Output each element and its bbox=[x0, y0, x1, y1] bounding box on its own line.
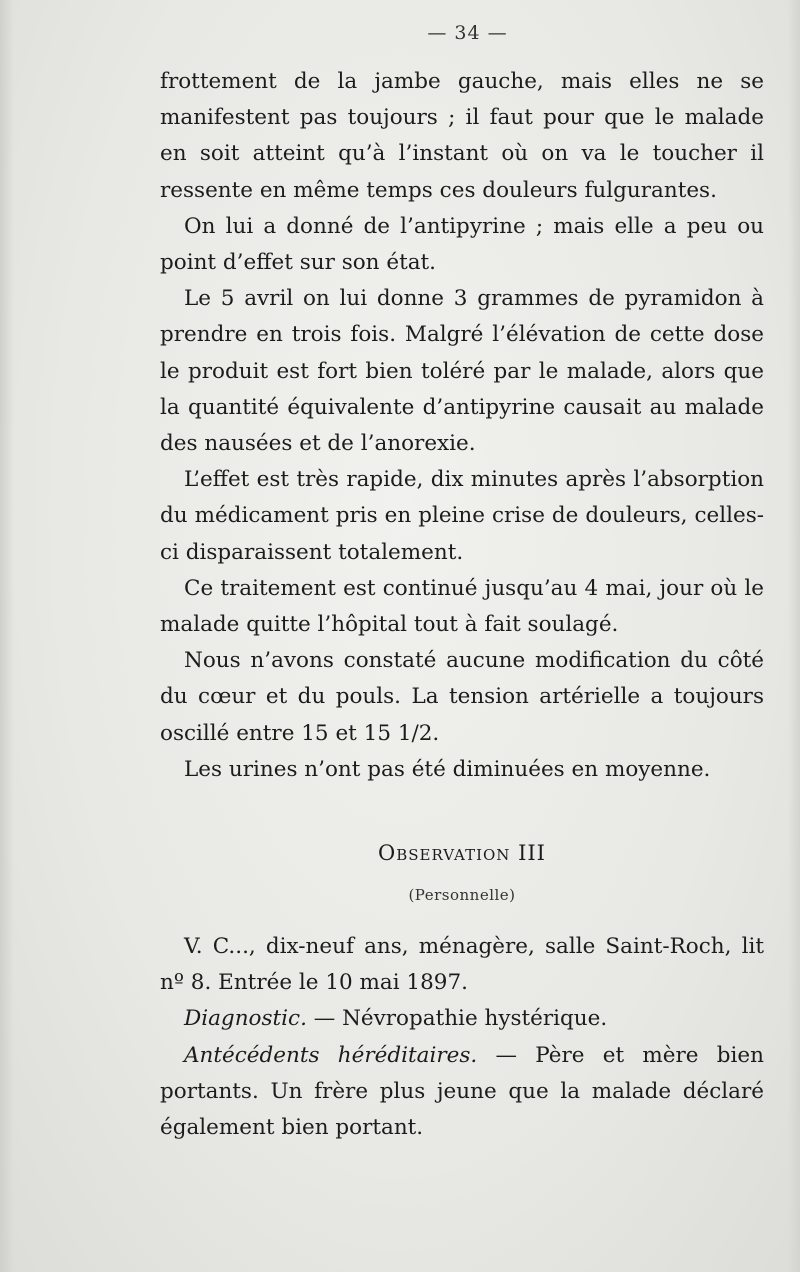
paragraph-2: On lui a donné de l’antipyrine ; mais elle a peu ou point d’effet sur son état. bbox=[160, 213, 764, 276]
observation-title: Observation III bbox=[378, 841, 546, 865]
page-number: — 34 — bbox=[427, 22, 508, 44]
paragraph-1: frottement de la jambe gauche, mais elles ne se manifestent pas toujours ; il faut pour que le malade en soit atteint qu’à l’instant où on va le toucher il ressente en même temps ces douleurs fulgurantes. bbox=[160, 69, 764, 203]
paragraph-5: Ce traitement est continué jusqu’au 4 mai, jour où le malade quitte l’hôpital tout à fait soulagé. bbox=[160, 575, 764, 638]
antecedents-text: — Père et mère bien portants. Un frère plus jeune que la malade déclaré également bien portant. bbox=[160, 1042, 764, 1141]
diagnostic-label: Diagnostic. bbox=[184, 1006, 307, 1032]
paragraph-4: L’effet est très rapide, dix minutes après l’absorption du médicament pris en pleine crise de douleurs, celles-ci disparaissent totalement. bbox=[160, 467, 764, 565]
paragraph-3: Le 5 avril on lui donne 3 grammes de pyramidon à prendre en trois fois. Malgré l’élévation de cette dose le produit est fort bien toléré par le malade, alors que la quantité équivalente d’antipyrine causait au malade des nausées et de l’anorexie. bbox=[160, 286, 764, 457]
page-edge-left bbox=[0, 0, 14, 1272]
paragraph-6: Nous n’avons constaté aucune modification du côté du cœur et du pouls. La tension artérielle a toujours oscillé entre 15 et 15 1/2. bbox=[160, 648, 764, 746]
diagnostic-text: — Névropathie hystérique. bbox=[306, 1006, 608, 1032]
paragraph-7: Les urines n’ont pas été diminuées en moyenne. bbox=[184, 756, 711, 782]
observation-intro: V. C..., dix-neuf ans, ménagère, salle Saint-Roch, lit nº 8. Entrée le 10 mai 1897. bbox=[160, 934, 764, 996]
antecedents-label: Antécédents héréditaires. bbox=[184, 1042, 478, 1068]
diagnostic-paragraph bbox=[160, 1001, 764, 1037]
page-edge-right bbox=[788, 0, 800, 1272]
observation-subtitle: (Personnelle) bbox=[408, 886, 516, 904]
body-text bbox=[160, 64, 764, 788]
antecedents-paragraph bbox=[160, 1038, 764, 1147]
observation-text bbox=[160, 929, 764, 1146]
